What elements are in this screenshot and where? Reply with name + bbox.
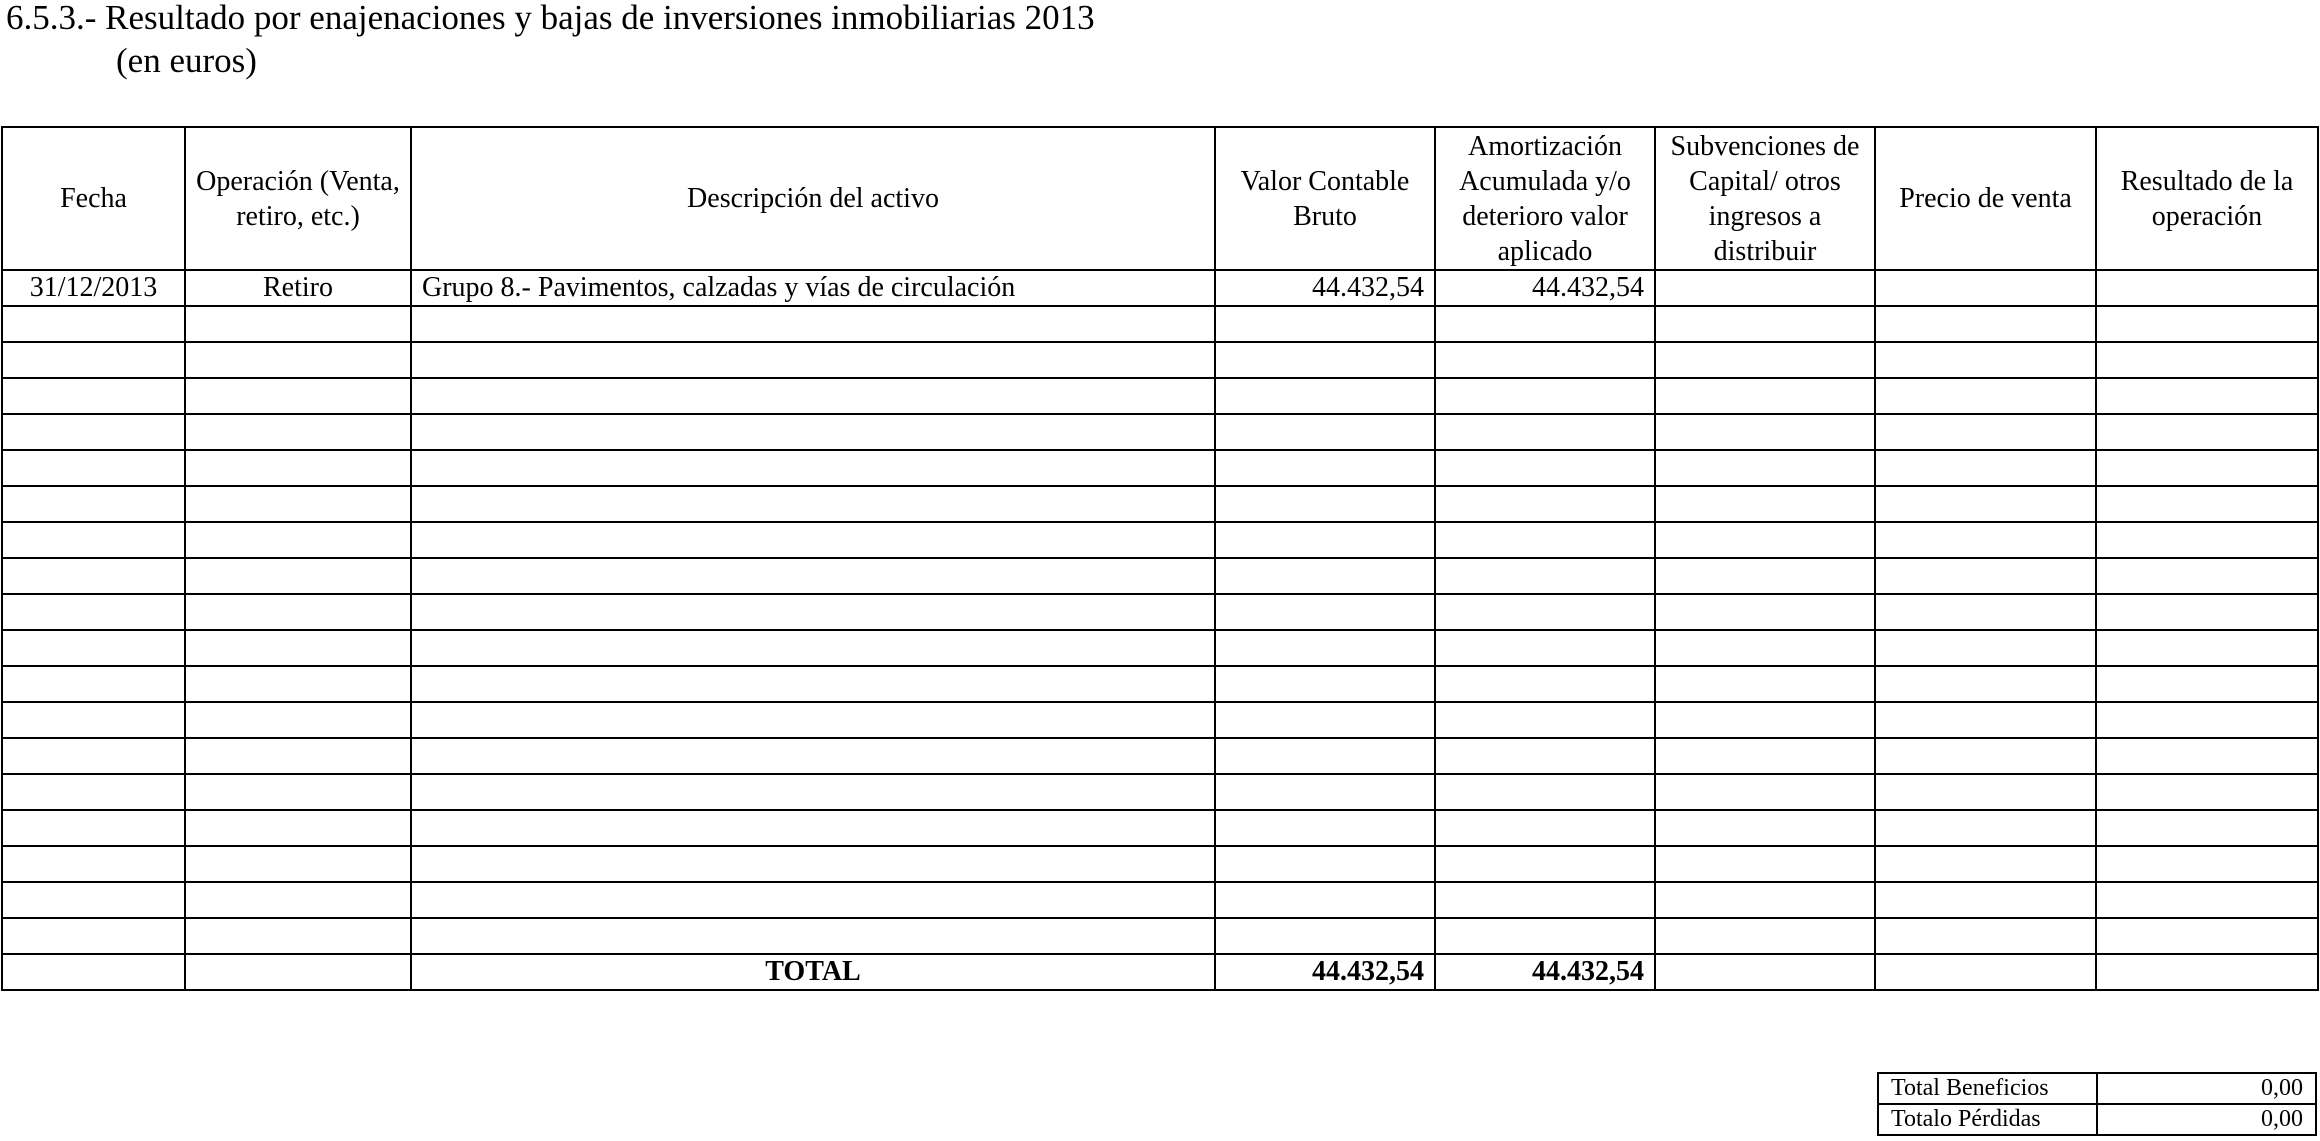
- empty-cell: [2096, 342, 2318, 378]
- empty-cell: [411, 738, 1215, 774]
- empty-cell: [2, 918, 185, 954]
- header-valor-contable: Valor Contable Bruto: [1215, 127, 1435, 270]
- empty-cell: [1875, 414, 2096, 450]
- empty-cell: [1435, 702, 1655, 738]
- table-row: [2, 522, 2318, 558]
- empty-cell: [1875, 450, 2096, 486]
- empty-cell: [1655, 774, 1875, 810]
- total-valor-contable: 44.432,54: [1215, 954, 1435, 990]
- empty-cell: [1435, 630, 1655, 666]
- empty-cell: [1435, 918, 1655, 954]
- empty-cell: [1875, 306, 2096, 342]
- empty-cell: [1655, 882, 1875, 918]
- empty-cell: [185, 630, 411, 666]
- empty-cell: [2096, 594, 2318, 630]
- empty-cell: [411, 666, 1215, 702]
- empty-cell: [411, 810, 1215, 846]
- page-subtitle: (en euros): [116, 41, 257, 80]
- empty-cell: [411, 558, 1215, 594]
- empty-cell: [1215, 666, 1435, 702]
- empty-cell: [185, 342, 411, 378]
- table-row: [2, 486, 2318, 522]
- empty-cell: [411, 594, 1215, 630]
- empty-cell: [185, 558, 411, 594]
- summary-table: [1877, 1072, 2317, 1136]
- header-fecha: Fecha: [2, 127, 185, 270]
- empty-cell: [411, 522, 1215, 558]
- empty-cell: [2, 630, 185, 666]
- empty-cell: [2096, 414, 2318, 450]
- empty-cell: [185, 486, 411, 522]
- empty-cell: [1875, 342, 2096, 378]
- empty-cell: [411, 774, 1215, 810]
- empty-cell: [1875, 558, 2096, 594]
- table-row: [2, 882, 2318, 918]
- empty-cell: [1875, 486, 2096, 522]
- table-header-row: [2, 127, 2318, 270]
- empty-cell: [1435, 738, 1655, 774]
- empty-cell: [2, 846, 185, 882]
- empty-cell: [1655, 594, 1875, 630]
- disposals-table: [1, 126, 2319, 991]
- table-row: [2, 666, 2318, 702]
- header-operacion: Operación (Venta, retiro, etc.): [185, 127, 411, 270]
- empty-cell: [2, 666, 185, 702]
- empty-cell: [2096, 774, 2318, 810]
- empty-cell: [1215, 630, 1435, 666]
- empty-cell: [1435, 378, 1655, 414]
- empty-cell: [1655, 486, 1875, 522]
- empty-cell: [1215, 306, 1435, 342]
- empty-cell: [1215, 414, 1435, 450]
- cell-valor-contable: 44.432,54: [1215, 270, 1435, 306]
- empty-cell: [2, 558, 185, 594]
- empty-cell: [1215, 882, 1435, 918]
- cell-precio-venta: [1875, 270, 2096, 306]
- empty-cell: [2, 486, 185, 522]
- table-row: [2, 594, 2318, 630]
- summary-beneficios-label: Total Beneficios: [1878, 1073, 2097, 1104]
- empty-cell: [185, 810, 411, 846]
- empty-cell: [2096, 558, 2318, 594]
- summary-perdidas-label: Totalo Pérdidas: [1878, 1104, 2097, 1135]
- table-row: [2, 414, 2318, 450]
- empty-cell: [1435, 342, 1655, 378]
- header-descripcion: Descripción del activo: [411, 127, 1215, 270]
- empty-cell: [1215, 846, 1435, 882]
- empty-cell: [2, 342, 185, 378]
- page-title: 6.5.3.- Resultado por enajenaciones y bajas de inversiones inmobiliarias 2013: [6, 0, 1095, 37]
- empty-cell: [185, 522, 411, 558]
- empty-cell: [1655, 738, 1875, 774]
- empty-cell: [2096, 702, 2318, 738]
- header-precio-venta: Precio de venta: [1875, 127, 2096, 270]
- empty-cell: [2096, 918, 2318, 954]
- empty-cell: [1655, 414, 1875, 450]
- empty-cell: [411, 882, 1215, 918]
- empty-cell: [2096, 882, 2318, 918]
- empty-cell: [411, 846, 1215, 882]
- table-row: [2, 846, 2318, 882]
- empty-cell: [1655, 522, 1875, 558]
- empty-cell: [1875, 774, 2096, 810]
- summary-row-perdidas: [1878, 1104, 2316, 1135]
- empty-cell: [2, 450, 185, 486]
- empty-cell: [2, 306, 185, 342]
- table-row: [2, 270, 2318, 306]
- total-subvenciones: [1655, 954, 1875, 990]
- empty-cell: [2, 594, 185, 630]
- empty-cell: [1435, 846, 1655, 882]
- empty-cell: [1875, 846, 2096, 882]
- empty-cell: [2096, 486, 2318, 522]
- empty-cell: [1435, 414, 1655, 450]
- table-row: [2, 630, 2318, 666]
- empty-cell: [1215, 378, 1435, 414]
- table-row: [2, 378, 2318, 414]
- empty-cell: [1655, 918, 1875, 954]
- empty-cell: [2096, 306, 2318, 342]
- total-amortizacion: 44.432,54: [1435, 954, 1655, 990]
- cell-operacion: Retiro: [185, 270, 411, 306]
- empty-cell: [185, 774, 411, 810]
- empty-cell: [1655, 378, 1875, 414]
- empty-cell: [2096, 846, 2318, 882]
- summary-beneficios-value: 0,00: [2097, 1073, 2316, 1104]
- empty-cell: [2096, 450, 2318, 486]
- empty-cell: [411, 414, 1215, 450]
- empty-cell: [2, 378, 185, 414]
- empty-cell: [1215, 918, 1435, 954]
- empty-cell: [185, 306, 411, 342]
- header-resultado: Resultado de la operación: [2096, 127, 2318, 270]
- empty-cell: [1435, 522, 1655, 558]
- empty-cell: [1655, 846, 1875, 882]
- cell-subvenciones: [1655, 270, 1875, 306]
- empty-cell: [2, 882, 185, 918]
- table-row: [2, 450, 2318, 486]
- summary-row-beneficios: [1878, 1073, 2316, 1104]
- total-resultado: [2096, 954, 2318, 990]
- empty-cell: [185, 846, 411, 882]
- empty-cell: [1215, 738, 1435, 774]
- empty-cell: [1215, 810, 1435, 846]
- empty-cell: [1875, 630, 2096, 666]
- empty-cell: [1215, 594, 1435, 630]
- total-empty-cell: [185, 954, 411, 990]
- empty-cell: [411, 702, 1215, 738]
- empty-cell: [1875, 738, 2096, 774]
- cell-amortizacion: 44.432,54: [1435, 270, 1655, 306]
- empty-cell: [1435, 882, 1655, 918]
- table-row: [2, 306, 2318, 342]
- empty-cell: [1435, 486, 1655, 522]
- cell-resultado: [2096, 270, 2318, 306]
- empty-cell: [1435, 558, 1655, 594]
- empty-cell: [411, 630, 1215, 666]
- empty-cell: [2, 738, 185, 774]
- empty-cell: [185, 414, 411, 450]
- cell-descripcion: Grupo 8.- Pavimentos, calzadas y vías de circulación: [411, 270, 1215, 306]
- summary-perdidas-value: 0,00: [2097, 1104, 2316, 1135]
- empty-cell: [1875, 594, 2096, 630]
- empty-cell: [1655, 810, 1875, 846]
- empty-cell: [1655, 630, 1875, 666]
- empty-cell: [411, 378, 1215, 414]
- empty-cell: [411, 342, 1215, 378]
- empty-cell: [185, 378, 411, 414]
- empty-cell: [2, 810, 185, 846]
- empty-cell: [2096, 666, 2318, 702]
- total-label: TOTAL: [411, 954, 1215, 990]
- empty-cell: [1875, 522, 2096, 558]
- table-row: [2, 918, 2318, 954]
- empty-cell: [1435, 666, 1655, 702]
- empty-cell: [1215, 558, 1435, 594]
- empty-cell: [1655, 342, 1875, 378]
- empty-cell: [411, 918, 1215, 954]
- table-row: [2, 774, 2318, 810]
- empty-cell: [2, 522, 185, 558]
- empty-cell: [1215, 702, 1435, 738]
- empty-cell: [1435, 810, 1655, 846]
- empty-cell: [2096, 738, 2318, 774]
- empty-cell: [1875, 702, 2096, 738]
- empty-cell: [1875, 666, 2096, 702]
- empty-cell: [1875, 918, 2096, 954]
- empty-cell: [185, 450, 411, 486]
- empty-cell: [1655, 450, 1875, 486]
- empty-cell: [1655, 702, 1875, 738]
- empty-cell: [1435, 774, 1655, 810]
- empty-cell: [1875, 378, 2096, 414]
- empty-cell: [1655, 306, 1875, 342]
- table-row: [2, 558, 2318, 594]
- empty-cell: [2096, 522, 2318, 558]
- empty-cell: [1875, 810, 2096, 846]
- empty-cell: [1655, 558, 1875, 594]
- empty-cell: [2096, 810, 2318, 846]
- table-row: [2, 810, 2318, 846]
- empty-cell: [1215, 774, 1435, 810]
- empty-cell: [2, 414, 185, 450]
- empty-cell: [185, 702, 411, 738]
- empty-cell: [411, 450, 1215, 486]
- empty-cell: [1215, 486, 1435, 522]
- empty-cell: [2096, 378, 2318, 414]
- empty-cell: [1435, 306, 1655, 342]
- empty-cell: [2, 774, 185, 810]
- empty-cell: [1215, 522, 1435, 558]
- table-row: [2, 738, 2318, 774]
- empty-cell: [411, 486, 1215, 522]
- empty-cell: [1435, 594, 1655, 630]
- empty-cell: [2, 702, 185, 738]
- table-row: [2, 702, 2318, 738]
- empty-cell: [185, 594, 411, 630]
- cell-fecha: 31/12/2013: [2, 270, 185, 306]
- empty-cell: [1215, 342, 1435, 378]
- empty-cell: [411, 306, 1215, 342]
- empty-cell: [2096, 630, 2318, 666]
- empty-cell: [1215, 450, 1435, 486]
- empty-cell: [185, 882, 411, 918]
- empty-cell: [1655, 666, 1875, 702]
- header-amortizacion: Amortización Acumulada y/o deterioro valor aplicado: [1435, 127, 1655, 270]
- empty-cell: [185, 666, 411, 702]
- header-subvenciones: Subvenciones de Capital/ otros ingresos a distribuir: [1655, 127, 1875, 270]
- total-precio-venta: [1875, 954, 2096, 990]
- empty-cell: [185, 918, 411, 954]
- table-row: [2, 342, 2318, 378]
- table-total-row: [2, 954, 2318, 990]
- empty-cell: [185, 738, 411, 774]
- empty-cell: [1875, 882, 2096, 918]
- empty-cell: [1435, 450, 1655, 486]
- total-empty-cell: [2, 954, 185, 990]
